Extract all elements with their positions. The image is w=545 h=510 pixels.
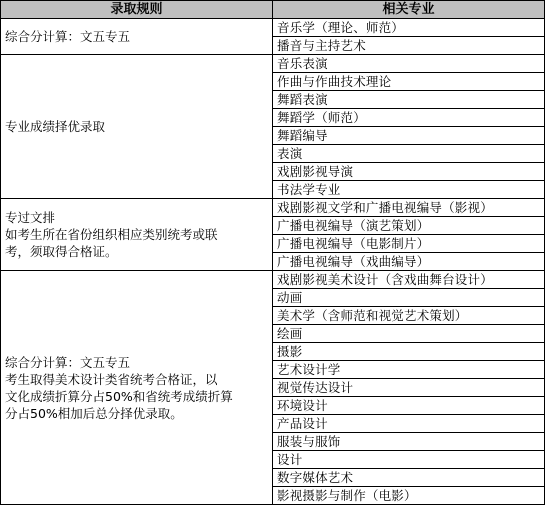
table-row (1, 199, 545, 217)
rule-text: 综合分计算：文五专五 (5, 29, 131, 44)
table-row (1, 271, 545, 289)
major-cell: 表演 (273, 145, 545, 163)
major-cell: 作曲与作曲技术理论 (273, 73, 545, 91)
rule-cell (1, 271, 273, 505)
major-cell: 广播电视编导（电影制片） (273, 235, 545, 253)
rule-text: 考生取得美术设计类省统考合格证，以 (5, 371, 218, 387)
major-cell: 广播电视编导（演艺策划） (273, 217, 545, 235)
major-cell: 绘画 (273, 325, 545, 343)
major-cell: 播音与主持艺术 (273, 37, 545, 55)
major-cell: 设计 (273, 451, 545, 469)
major-cell: 影视摄影与制作（电影） (273, 487, 545, 505)
rule-text: 专业成绩择优录取 (5, 119, 106, 134)
major-cell: 数字媒体艺术 (273, 469, 545, 487)
major-cell: 音乐学（理论、师范） (273, 19, 545, 37)
major-cell: 戏剧影视导演 (273, 163, 545, 181)
major-cell: 环境设计 (273, 397, 545, 415)
header-major: 相关专业 (273, 1, 545, 19)
rule-text: 如考生所在省份组织相应类别统考或联 (5, 227, 218, 242)
major-cell: 戏剧影视文学和广播电视编导（影视） (273, 199, 545, 217)
major-cell: 舞蹈表演 (273, 91, 545, 109)
major-cell: 产品设计 (273, 415, 545, 433)
major-cell: 服装与服饰 (273, 433, 545, 451)
major-cell: 动画 (273, 289, 545, 307)
major-cell: 舞蹈学（师范） (273, 109, 545, 127)
rule-text: 专过文排 (5, 210, 56, 225)
major-cell: 广播电视编导（戏曲编导） (273, 253, 545, 271)
major-cell: 摄影 (273, 343, 545, 361)
rule-text: 分占50%相加后总分择优录取。 (5, 405, 183, 421)
major-cell: 美术学（含师范和视觉艺术策划） (273, 307, 545, 325)
major-cell: 艺术设计学 (273, 361, 545, 379)
major-cell: 音乐表演 (273, 55, 545, 73)
major-cell: 戏剧影视美术设计（含戏曲舞台设计） (273, 271, 545, 289)
table-body (1, 19, 545, 505)
rule-text: 综合分计算：文五专五 (5, 354, 131, 370)
major-cell: 视觉传达设计 (273, 379, 545, 397)
rule-cell (1, 199, 273, 271)
major-cell: 书法学专业 (273, 181, 545, 199)
table-row (1, 19, 545, 37)
header-row (1, 1, 545, 19)
table-row (1, 55, 545, 73)
rule-text: 文化成绩折算分占50%和省统考成绩折算 (5, 388, 233, 404)
rule-text: 考，须取得合格证。 (5, 244, 118, 259)
header-rule: 录取规则 (1, 1, 273, 19)
major-cell: 舞蹈编导 (273, 127, 545, 145)
rule-cell (1, 19, 273, 55)
rule-cell (1, 55, 273, 199)
